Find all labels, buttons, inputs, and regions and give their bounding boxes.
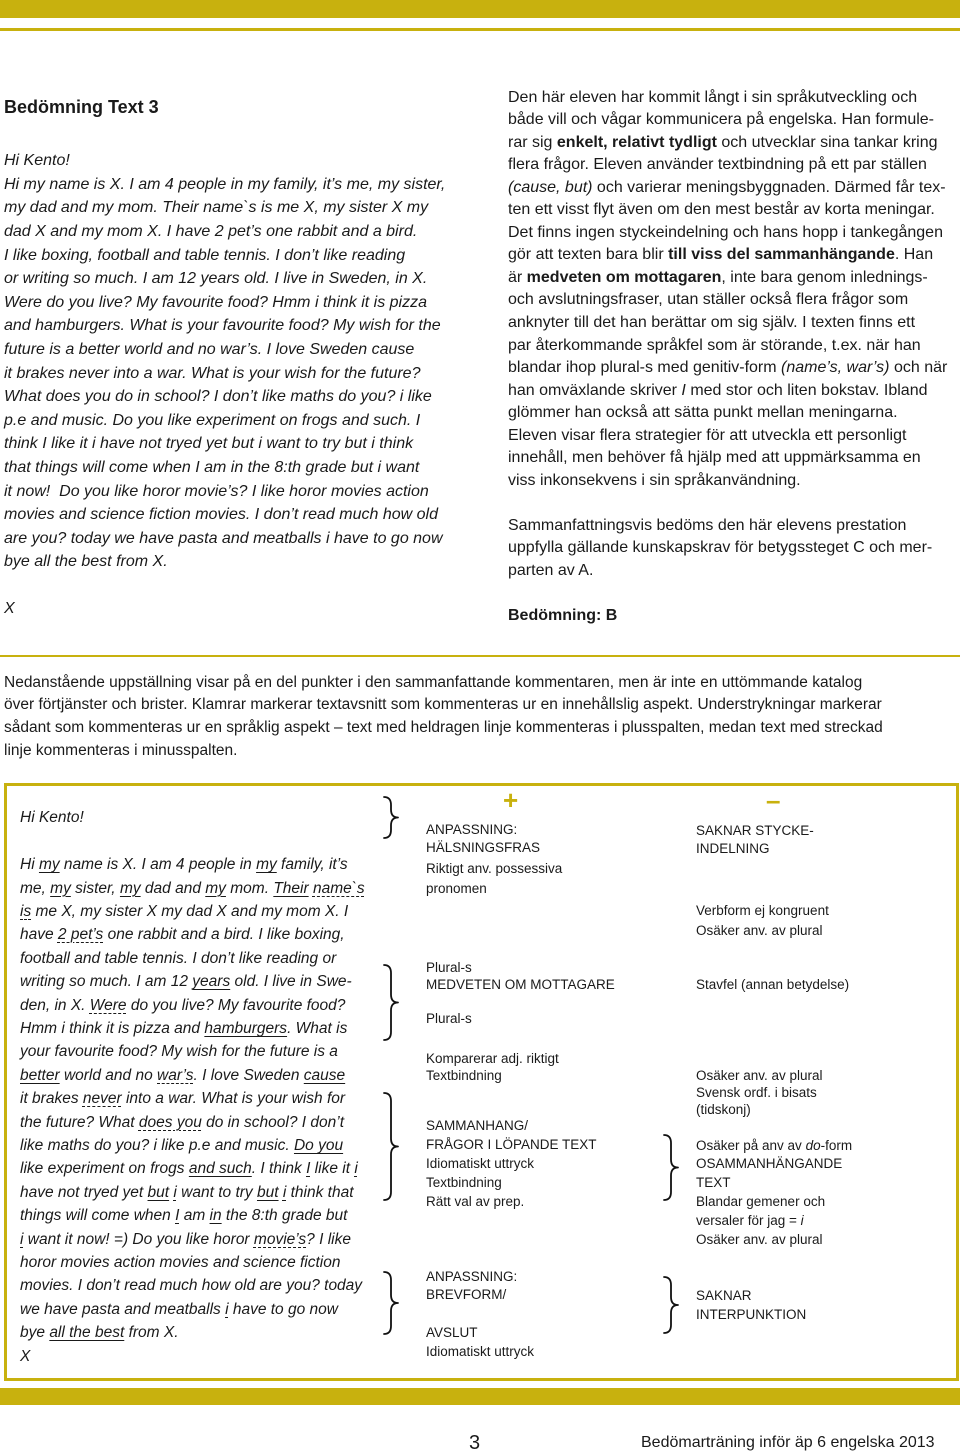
solid-underline-phrase: my bbox=[256, 856, 277, 874]
annotated-line bbox=[20, 1134, 365, 1157]
assessment-line: par återkommande språkfel som är störande, t.ex. när han bbox=[508, 336, 921, 354]
italic-phrase: (name’s, war’s) bbox=[781, 359, 890, 377]
explanation-line: Nedanstående uppställning visar på en del punkter i den sammanfattande kommentaren, men är inte en uttömmande katalog bbox=[4, 673, 863, 691]
explanation-paragraph bbox=[4, 672, 883, 763]
annotated-line bbox=[20, 1298, 365, 1321]
top-accent-bar bbox=[0, 0, 960, 18]
annotated-line bbox=[20, 1204, 365, 1227]
text-run: like experiment on frogs bbox=[20, 1160, 189, 1178]
solid-underline-phrase: years bbox=[192, 973, 231, 991]
dashed-underline-phrase: i bbox=[282, 1183, 287, 1201]
dashed-underline-phrase: i bbox=[225, 1300, 229, 1318]
text-run: med stor och liten bokstav. Ibland bbox=[685, 381, 928, 399]
text-run: . What is bbox=[287, 1019, 348, 1037]
plus-comment-line: Riktigt anv. possessiva bbox=[426, 861, 563, 876]
section-divider bbox=[0, 655, 960, 657]
bold-phrase: enkelt, relativt tydligt bbox=[556, 133, 717, 151]
text-run: , inte bara genom inlednings- bbox=[721, 268, 928, 286]
text-run: Osäker på anv av bbox=[696, 1138, 806, 1153]
solid-underline-phrase: Their bbox=[273, 879, 309, 897]
plus-comment-line: Rätt val av prep. bbox=[426, 1194, 525, 1209]
dashed-underline-phrase: does you bbox=[138, 1113, 202, 1131]
text-run: do in school? I don’t bbox=[201, 1113, 345, 1131]
text-run: things will come when bbox=[20, 1207, 176, 1225]
annotated-line: movies. I don’t read much how old are you? today bbox=[20, 1277, 363, 1295]
text-run: och utvecklar sina tankar kring bbox=[716, 133, 938, 151]
minus-comment-line: (tidskonj) bbox=[696, 1102, 751, 1117]
letter-line: Hi my name is X. I am 4 people in my family, it’s me, my sister, bbox=[4, 175, 446, 193]
annotated-line bbox=[20, 877, 365, 900]
plus-comment-line: Textbindning bbox=[426, 1175, 502, 1190]
assessment-line bbox=[508, 244, 958, 267]
summary-line: parten av A. bbox=[508, 561, 594, 579]
text-run: blandar ihop plural-s med genitiv-form bbox=[508, 359, 782, 377]
minus-comment-line: Osäker anv. av plural bbox=[696, 1232, 823, 1247]
italic-phrase: I bbox=[681, 381, 686, 399]
page-heading: Bedömning Text 3 bbox=[4, 97, 159, 117]
text-run: like maths do you? i like p.e and music. bbox=[20, 1136, 294, 1154]
annotated-line: your favourite food? My wish for the future is a bbox=[20, 1043, 338, 1061]
annotated-line bbox=[20, 1228, 365, 1251]
text-run: . I love Sweden bbox=[193, 1066, 304, 1084]
letter-line: What does you do in school? I don’t like maths do you? i like bbox=[4, 388, 432, 406]
minus-comment-line bbox=[696, 1212, 804, 1230]
text-run: Hmm i think it is pizza and bbox=[20, 1019, 205, 1037]
annotated-line bbox=[20, 923, 365, 946]
text-run: am bbox=[179, 1207, 210, 1225]
text-run: think that bbox=[286, 1183, 354, 1201]
dashed-underline-phrase: never bbox=[82, 1090, 122, 1108]
explanation-line: sådant som kommenteras ur en språklig aspekt – text med heldragen linje kommenteras i plusspalten, medan text med streckad bbox=[4, 719, 883, 737]
annotated-line bbox=[20, 853, 365, 876]
solid-underline-phrase: my bbox=[50, 879, 71, 897]
solid-underline-phrase: hamburgers bbox=[204, 1019, 288, 1037]
assessment-commentary bbox=[508, 87, 958, 628]
annotated-signature: X bbox=[20, 1347, 31, 1365]
letter-line: are you? today we have pasta and meatballs i have to go now bbox=[4, 529, 443, 547]
minus-comment-line: Svensk ordf. i bisats bbox=[696, 1085, 817, 1100]
text-run: want to try bbox=[176, 1183, 257, 1201]
text-run: Hi bbox=[20, 856, 39, 874]
text-run: bye bbox=[20, 1324, 50, 1342]
student-letter bbox=[4, 149, 445, 621]
footer-title: Bedömarträning inför äp 6 engelska 2013 bbox=[641, 1434, 935, 1451]
assessment-line bbox=[508, 177, 958, 200]
assessment-line bbox=[508, 357, 958, 380]
assessment-grade: Bedömning: B bbox=[508, 606, 618, 624]
student-letter-body bbox=[4, 149, 445, 574]
letter-line: my dad and my mom. Their name`s is me X, my sister X my bbox=[4, 199, 429, 217]
explanation-line: över förtjänster och brister. Klamrar markerar textavsnitt som kommenteras ur en innehållslig aspekt. Understrykningar markerar bbox=[4, 696, 882, 714]
minus-comment-line: Verbform ej kongruent bbox=[696, 903, 829, 918]
text-run: world and no bbox=[59, 1066, 158, 1084]
assessment-line: Eleven visar flera strategier för att utveckla ett personligt bbox=[508, 426, 907, 444]
text-run: writing so much. I am 12 bbox=[20, 973, 193, 991]
text-run: like it bbox=[310, 1160, 355, 1178]
text-run: one rabbit and a bird. I like boxing, bbox=[103, 926, 345, 944]
letter-line: it brakes never into a war. What is your wish for the future? bbox=[4, 364, 421, 382]
solid-underline-phrase: all the best bbox=[49, 1324, 125, 1342]
annotated-line bbox=[20, 970, 365, 993]
solid-underline-phrase: in bbox=[209, 1207, 222, 1225]
text-run: och när bbox=[889, 359, 948, 377]
dashed-underline-phrase: i bbox=[173, 1183, 177, 1201]
plus-comment-line: Plural-s bbox=[426, 1011, 472, 1026]
assessment-summary bbox=[508, 515, 958, 583]
text-run: want it now! =) Do you like horor bbox=[23, 1230, 254, 1248]
dashed-underline-phrase: I bbox=[175, 1207, 180, 1225]
letter-line: future is a better world and no war’s. I love Sweden cause bbox=[4, 340, 415, 358]
annotated-line bbox=[20, 1321, 365, 1344]
plus-comment-line: pronomen bbox=[426, 881, 487, 896]
italic-phrase: (cause, but) bbox=[508, 178, 593, 196]
assessment-line: anknyter till det han berättar om sig själv. I texten finns ett bbox=[508, 314, 916, 331]
assessment-line: och avslutningsfraser, utan ställer också flera frågor som bbox=[508, 291, 909, 309]
plus-comment-line: Idiomatiskt uttryck bbox=[426, 1344, 535, 1359]
annotated-line bbox=[20, 1111, 365, 1134]
dashed-underline-phrase: I bbox=[306, 1160, 311, 1178]
annotated-line: horor movies action movies and science fiction bbox=[20, 1254, 341, 1271]
annotated-line: football and table tennis. I don’t like reading or bbox=[20, 949, 337, 967]
assessment-line: både vill och vågar kommunicera på engelska. Han formule- bbox=[508, 111, 934, 129]
annotated-greeting: Hi Kento! bbox=[20, 809, 84, 827]
minus-comment-line bbox=[696, 1137, 852, 1155]
plus-comment-line: Plural-s bbox=[426, 960, 472, 975]
annotated-line bbox=[20, 1157, 365, 1180]
dashed-underline-phrase: i bbox=[354, 1160, 358, 1178]
text-run: have bbox=[20, 926, 58, 944]
plus-comment-line: HÄLSNINGSFRAS bbox=[426, 840, 541, 855]
letter-line: think I like it i have not tryed yet but i want to try but i think bbox=[4, 435, 414, 453]
letter-line: Hi Kento! bbox=[4, 152, 70, 170]
text-run: me X, my sister X my dad X and my mom X. I bbox=[31, 902, 349, 920]
annotated-line bbox=[20, 1064, 365, 1087]
solid-underline-phrase: my bbox=[119, 879, 141, 897]
bold-phrase: medveten om mottagaren bbox=[526, 268, 722, 286]
annotated-line bbox=[20, 1017, 365, 1040]
minus-column-header: – bbox=[766, 785, 781, 815]
text-run: me, bbox=[20, 879, 51, 897]
text-run: from X. bbox=[124, 1324, 179, 1342]
explanation-line: linje kommenteras i minusspalten. bbox=[4, 741, 238, 759]
text-run: the 8:th grade but bbox=[221, 1207, 348, 1225]
minus-comment-line: SAKNAR bbox=[696, 1288, 752, 1303]
italic-phrase: i bbox=[800, 1213, 804, 1228]
solid-underline-phrase: my bbox=[38, 856, 60, 874]
text-run: ? I like bbox=[306, 1230, 351, 1248]
dashed-underline-phrase: name`s bbox=[312, 879, 365, 897]
minus-comment-line: Osäker anv. av plural bbox=[696, 1068, 823, 1083]
plus-comment-line: ANPASSNING: bbox=[426, 1269, 518, 1284]
summary-line: Sammanfattningsvis bedöms den här elevens prestation bbox=[508, 516, 907, 534]
annotated-line bbox=[20, 1087, 365, 1110]
letter-line: movies and science fiction movies. I don’t read much how old bbox=[4, 506, 438, 524]
solid-underline-phrase: but bbox=[256, 1183, 279, 1201]
text-run: it brakes bbox=[20, 1090, 83, 1108]
letter-line: dad X and my mom X. I have 2 pet’s one rabbit and a bird. bbox=[4, 222, 418, 240]
plus-comment-line: Idiomatiskt uttryck bbox=[426, 1156, 535, 1171]
letter-line: that things will come when I am in the 8:th grade but i want bbox=[4, 458, 420, 476]
minus-comment-line: Blandar gemener och bbox=[696, 1194, 826, 1209]
text-run: we have pasta and meatballs bbox=[20, 1300, 226, 1318]
assessment-paragraph bbox=[508, 87, 958, 493]
text-run: -form bbox=[820, 1138, 853, 1153]
assessment-line: viss inkonsekvens i sin språkanvändning. bbox=[508, 471, 801, 489]
annotated-line bbox=[20, 1181, 365, 1204]
text-run: have not tryed yet bbox=[20, 1183, 148, 1201]
plus-comment-line: AVSLUT bbox=[426, 1325, 478, 1340]
text-run: family, it’s bbox=[276, 856, 348, 874]
text-run: dad and bbox=[140, 879, 206, 897]
text-run: into a war. What is your wish for bbox=[121, 1090, 346, 1108]
plus-comment-line: FRÅGOR I LÖPANDE TEXT bbox=[426, 1137, 597, 1152]
annotated-line bbox=[20, 994, 365, 1017]
letter-line: and hamburgers. What is your favourite food? My wish for the bbox=[4, 317, 441, 335]
minus-comment-line: TEXT bbox=[696, 1175, 731, 1190]
plus-comment-line: MEDVETEN OM MOTTAGARE bbox=[426, 977, 615, 992]
minus-comment-line: INTERPUNKTION bbox=[696, 1307, 807, 1322]
text-run: name is X. I am 4 people in bbox=[59, 856, 257, 874]
letter-signature: X bbox=[4, 600, 15, 618]
dashed-underline-phrase: war’s bbox=[157, 1066, 194, 1084]
assessment-line: Den här eleven har kommit långt i sin språkutveckling och bbox=[508, 88, 918, 106]
solid-underline-phrase: cause bbox=[303, 1066, 346, 1084]
assessment-line bbox=[508, 132, 958, 155]
text-run: versaler för jag = bbox=[696, 1213, 801, 1228]
text-run: have to go now bbox=[228, 1300, 338, 1318]
letter-line: or writing so much. I am 12 years old. I live in Sweden, in X. bbox=[4, 270, 428, 288]
dashed-underline-phrase: i bbox=[20, 1230, 24, 1248]
top-accent-rule bbox=[0, 28, 960, 31]
text-run: old. I live in Swe- bbox=[230, 973, 352, 991]
dashed-underline-phrase: Were bbox=[89, 996, 127, 1014]
bold-phrase: till viss del sammanhängande bbox=[668, 246, 895, 264]
text-run: är bbox=[508, 268, 527, 286]
assessment-line: flera frågor. Eleven använder textbindning på ett par ställen bbox=[508, 156, 927, 174]
text-run: och varierar meningsbyggnaden. Därmed får tex- bbox=[592, 178, 946, 196]
text-run: . Han bbox=[894, 246, 934, 264]
letter-line: I like boxing, football and table tennis. I don’t like reading bbox=[4, 246, 406, 264]
plus-comment-line: Komparerar adj. riktigt bbox=[426, 1051, 559, 1066]
italic-phrase: do bbox=[805, 1138, 821, 1153]
plus-comment-line: BREVFORM/ bbox=[426, 1287, 507, 1302]
assessment-line: glömmer han också att sätta punkt mellan meningarna. bbox=[508, 404, 898, 422]
letter-line: Were do you live? My favourite food? Hmm i think it is pizza bbox=[4, 293, 427, 311]
assessment-line: innehåll, men behöver få hjälp med att uppmärksamma en bbox=[508, 449, 921, 467]
page-number: 3 bbox=[469, 1432, 481, 1454]
text-run: han omväxlande skriver bbox=[508, 381, 682, 399]
assessment-line: ten ett visst flyt även om den mest består av korta meningar. bbox=[508, 201, 935, 219]
text-run: mom. bbox=[225, 879, 274, 897]
plus-comment-line: ANPASSNING: bbox=[426, 822, 518, 837]
letter-line: it now! Do you like horor movie’s? I like horor movies action bbox=[4, 482, 429, 500]
assessment-line bbox=[508, 267, 958, 290]
plus-column-header: + bbox=[503, 785, 519, 815]
text-run: the future? What bbox=[20, 1113, 139, 1131]
text-run: den, in X. bbox=[20, 996, 90, 1014]
text-run: do you live? My favourite food? bbox=[126, 996, 346, 1014]
assessment-line: Det finns ingen styckeindelning och hans hopp i tankegången bbox=[508, 223, 943, 241]
plus-comment-line: SAMMANHANG/ bbox=[426, 1118, 529, 1133]
text-run: . I think bbox=[251, 1160, 307, 1178]
letter-line: p.e and music. Do you like experiment on frogs and such. I bbox=[4, 411, 421, 429]
minus-comment-line: OSAMMANHÄNGANDE bbox=[696, 1156, 843, 1171]
summary-line: uppfylla gällande kunskapskrav för betygssteget C och mer- bbox=[508, 539, 933, 557]
solid-underline-phrase: but bbox=[147, 1183, 170, 1201]
assessment-line bbox=[508, 380, 958, 403]
solid-underline-phrase: and such bbox=[188, 1160, 252, 1178]
solid-underline-phrase: my bbox=[205, 879, 226, 897]
dashed-underline-phrase: is bbox=[20, 902, 32, 920]
annotated-letter-body bbox=[20, 853, 365, 1345]
bottom-accent-bar bbox=[0, 1388, 960, 1405]
letter-line: bye all the best from X. bbox=[4, 553, 168, 571]
text-run: gör att texten bara blir bbox=[508, 246, 669, 264]
annotated-line bbox=[20, 900, 365, 923]
minus-comment-line: Stavfel (annan betydelse) bbox=[696, 977, 850, 992]
plus-comment-line: Textbindning bbox=[426, 1068, 502, 1083]
minus-comment-line: INDELNING bbox=[696, 841, 770, 856]
dashed-underline-phrase: 2 pet’s bbox=[57, 926, 104, 944]
dashed-underline-phrase: movie’s bbox=[253, 1230, 307, 1248]
solid-underline-phrase: better bbox=[20, 1066, 60, 1084]
text-run: rar sig bbox=[508, 133, 557, 151]
solid-underline-phrase: Do you bbox=[293, 1136, 344, 1154]
minus-comment-line: SAKNAR STYCKE- bbox=[696, 823, 814, 838]
minus-comment-line: Osäker anv. av plural bbox=[696, 923, 823, 938]
text-run: sister, bbox=[70, 879, 120, 897]
